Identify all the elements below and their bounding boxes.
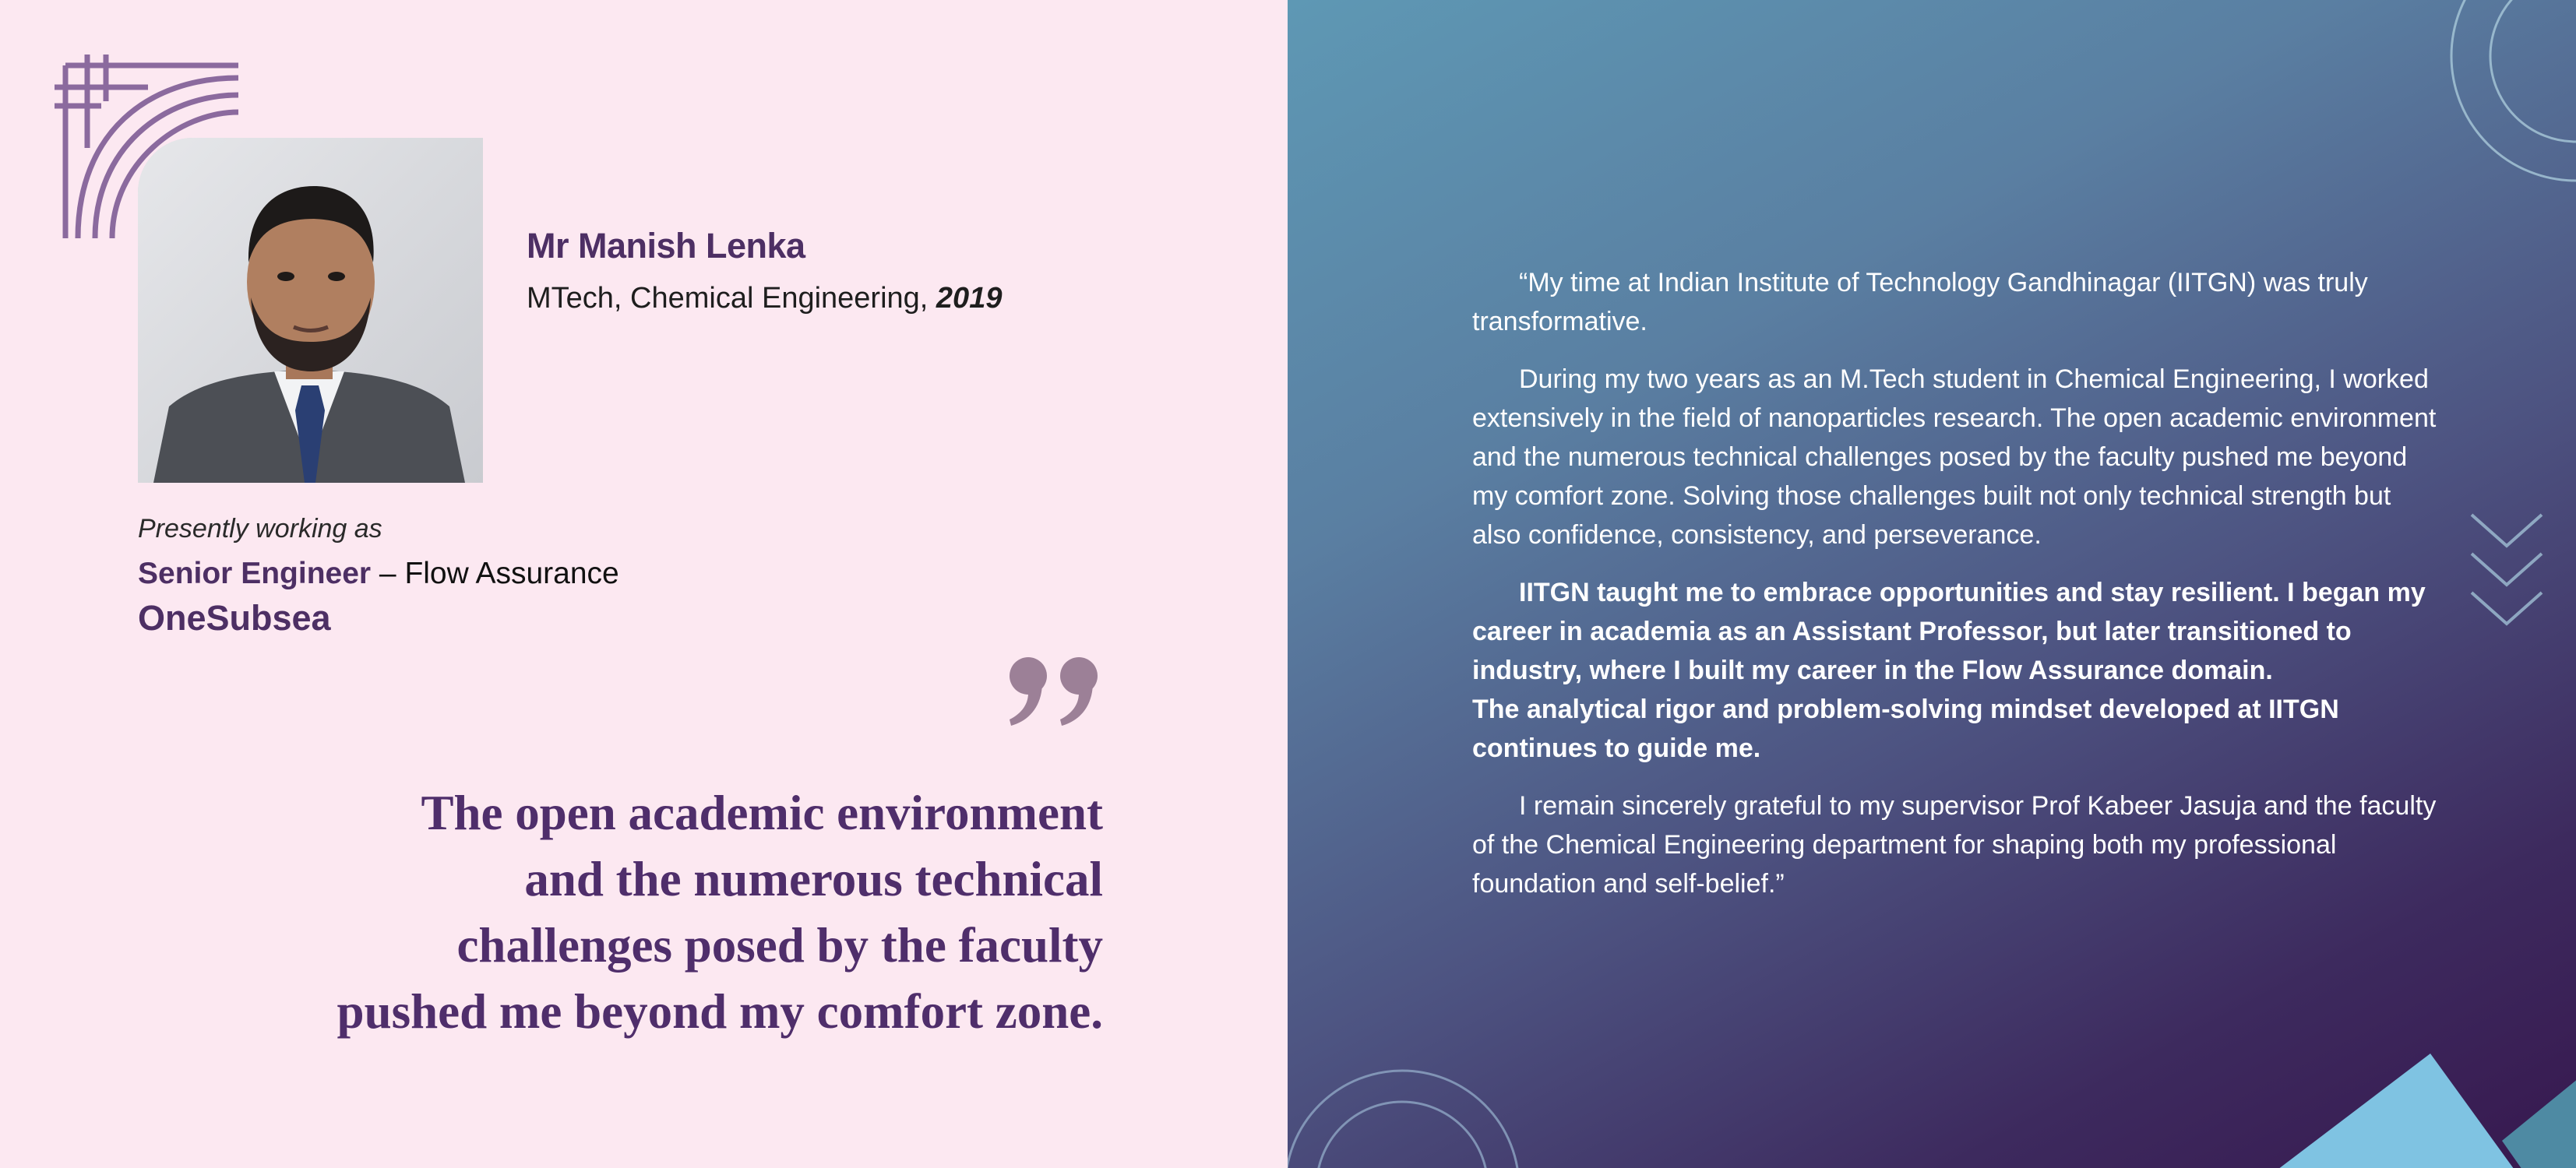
role-title: Senior Engineer [138,557,372,590]
right-panel [1288,0,2576,1168]
program-line [527,282,1002,315]
circles-decoration [1288,1063,1535,1168]
profile-photo [138,138,483,483]
program-text: MTech, Chemical Engineering, [527,282,929,315]
person-name: Mr Manish Lenka [527,226,805,266]
graduation-year: 2019 [936,282,1003,315]
presently-label: Presently working as [138,514,382,544]
role-line [138,557,619,591]
company-name: OneSubsea [138,598,331,638]
portrait-illustration [138,138,483,483]
testimonial-paragraph: I remain sincerely grateful to my supervisor Prof Kabeer Jasuja and the faculty of the Chemical Engineering department for shaping both my professional foundation and self-belief.” [1472,791,2437,899]
pull-quote-line: pushed me beyond my comfort zone. [337,984,1103,1039]
testimonial-paragraph-bold: IITGN taught me to embrace opportunities and stay resilient. I began my career in academia as an Assistant Professor, but later transitioned to industry, where I built my career in the Flow Assurance domain. [1472,578,2426,685]
corner-triangles-decoration [2275,1047,2576,1168]
pull-quote-line: challenges posed by the faculty [456,918,1103,973]
quote-mark-icon [1005,653,1106,730]
testimonial-paragraph-bold: The analytical rigor and problem-solving mindset developed at IITGN continues to guide me. [1472,695,2339,763]
testimonial-paragraph: During my two years as an M.Tech student in Chemical Engineering, I worked extensively in the field of nanoparticles research. The open academic environment and the numerous technical challenges posed by the faculty pushed me beyond my comfort zone. Solving those challenges built not only technical strength but also confidence, consistency, and perseverance. [1472,364,2437,550]
pull-quote-line: The open academic environment [421,786,1103,840]
pull-quote-line: and the numerous technical [524,852,1103,906]
chevron-down-icon [2468,511,2546,643]
pull-quote [90,780,1103,1045]
circles-decoration [2436,0,2576,234]
testimonial-text [1472,263,2438,922]
testimonial-paragraph: “My time at Indian Institute of Technology Gandhinagar (IITGN) was truly transformative. [1472,268,2368,336]
role-detail: – Flow Assurance [371,557,619,590]
